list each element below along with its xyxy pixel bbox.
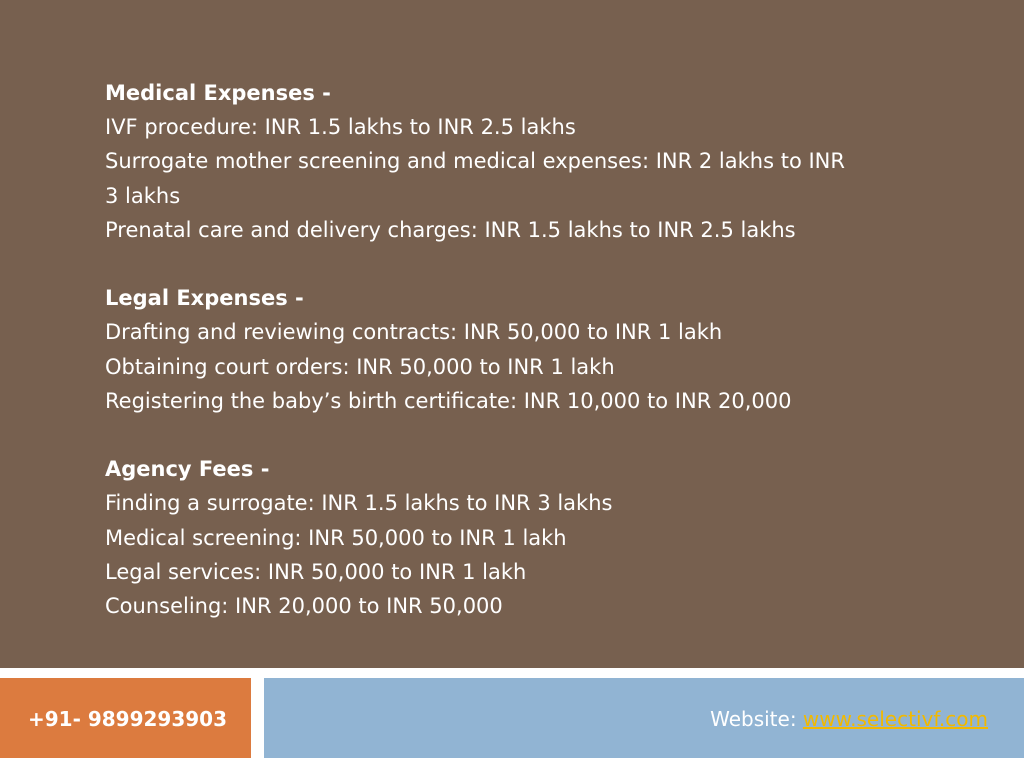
expense-line: Registering the baby’s birth certificate: INR 10,000 to INR 20,000 [105, 388, 792, 413]
website-line [710, 707, 988, 731]
section-heading: Medical Expenses - [105, 81, 331, 105]
expense-line: Obtaining court orders: INR 50,000 to INR 1 lakh [105, 354, 615, 379]
phone-box [0, 678, 251, 758]
section-medical-expenses [105, 76, 925, 247]
website-box [264, 678, 1024, 758]
section-heading: Agency Fees - [105, 457, 270, 482]
section-heading: Legal Expenses - [105, 286, 304, 311]
expense-line: Counseling: INR 20,000 to INR 50,000 [105, 594, 503, 619]
expense-line: IVF procedure: INR 1.5 lakhs to INR 2.5 lakhs [105, 115, 576, 140]
expense-line: Drafting and reviewing contracts: INR 50,000 to INR 1 lakh [105, 320, 723, 345]
expense-line: Medical screening: INR 50,000 to INR 1 lakh [105, 525, 567, 550]
content-area [105, 76, 925, 623]
expense-line: Prenatal care and delivery charges: INR 1.5 lakhs to INR 2.5 lakhs [105, 217, 796, 242]
website-link[interactable]: www.selectivf.com [802, 707, 988, 731]
expense-line: Legal services: INR 50,000 to INR 1 lakh [105, 559, 527, 584]
section-agency-fees [105, 452, 925, 623]
expense-line: Finding a surrogate: INR 1.5 lakhs to INR 3 lakhs [105, 491, 613, 516]
website-label: Website: [710, 707, 797, 731]
expense-line: Surrogate mother screening and medical expenses: INR 2 lakhs to INR [105, 149, 845, 174]
expense-line: 3 lakhs [105, 183, 181, 208]
section-legal-expenses [105, 281, 925, 418]
phone-number: +91- 9899293903 [28, 707, 228, 731]
